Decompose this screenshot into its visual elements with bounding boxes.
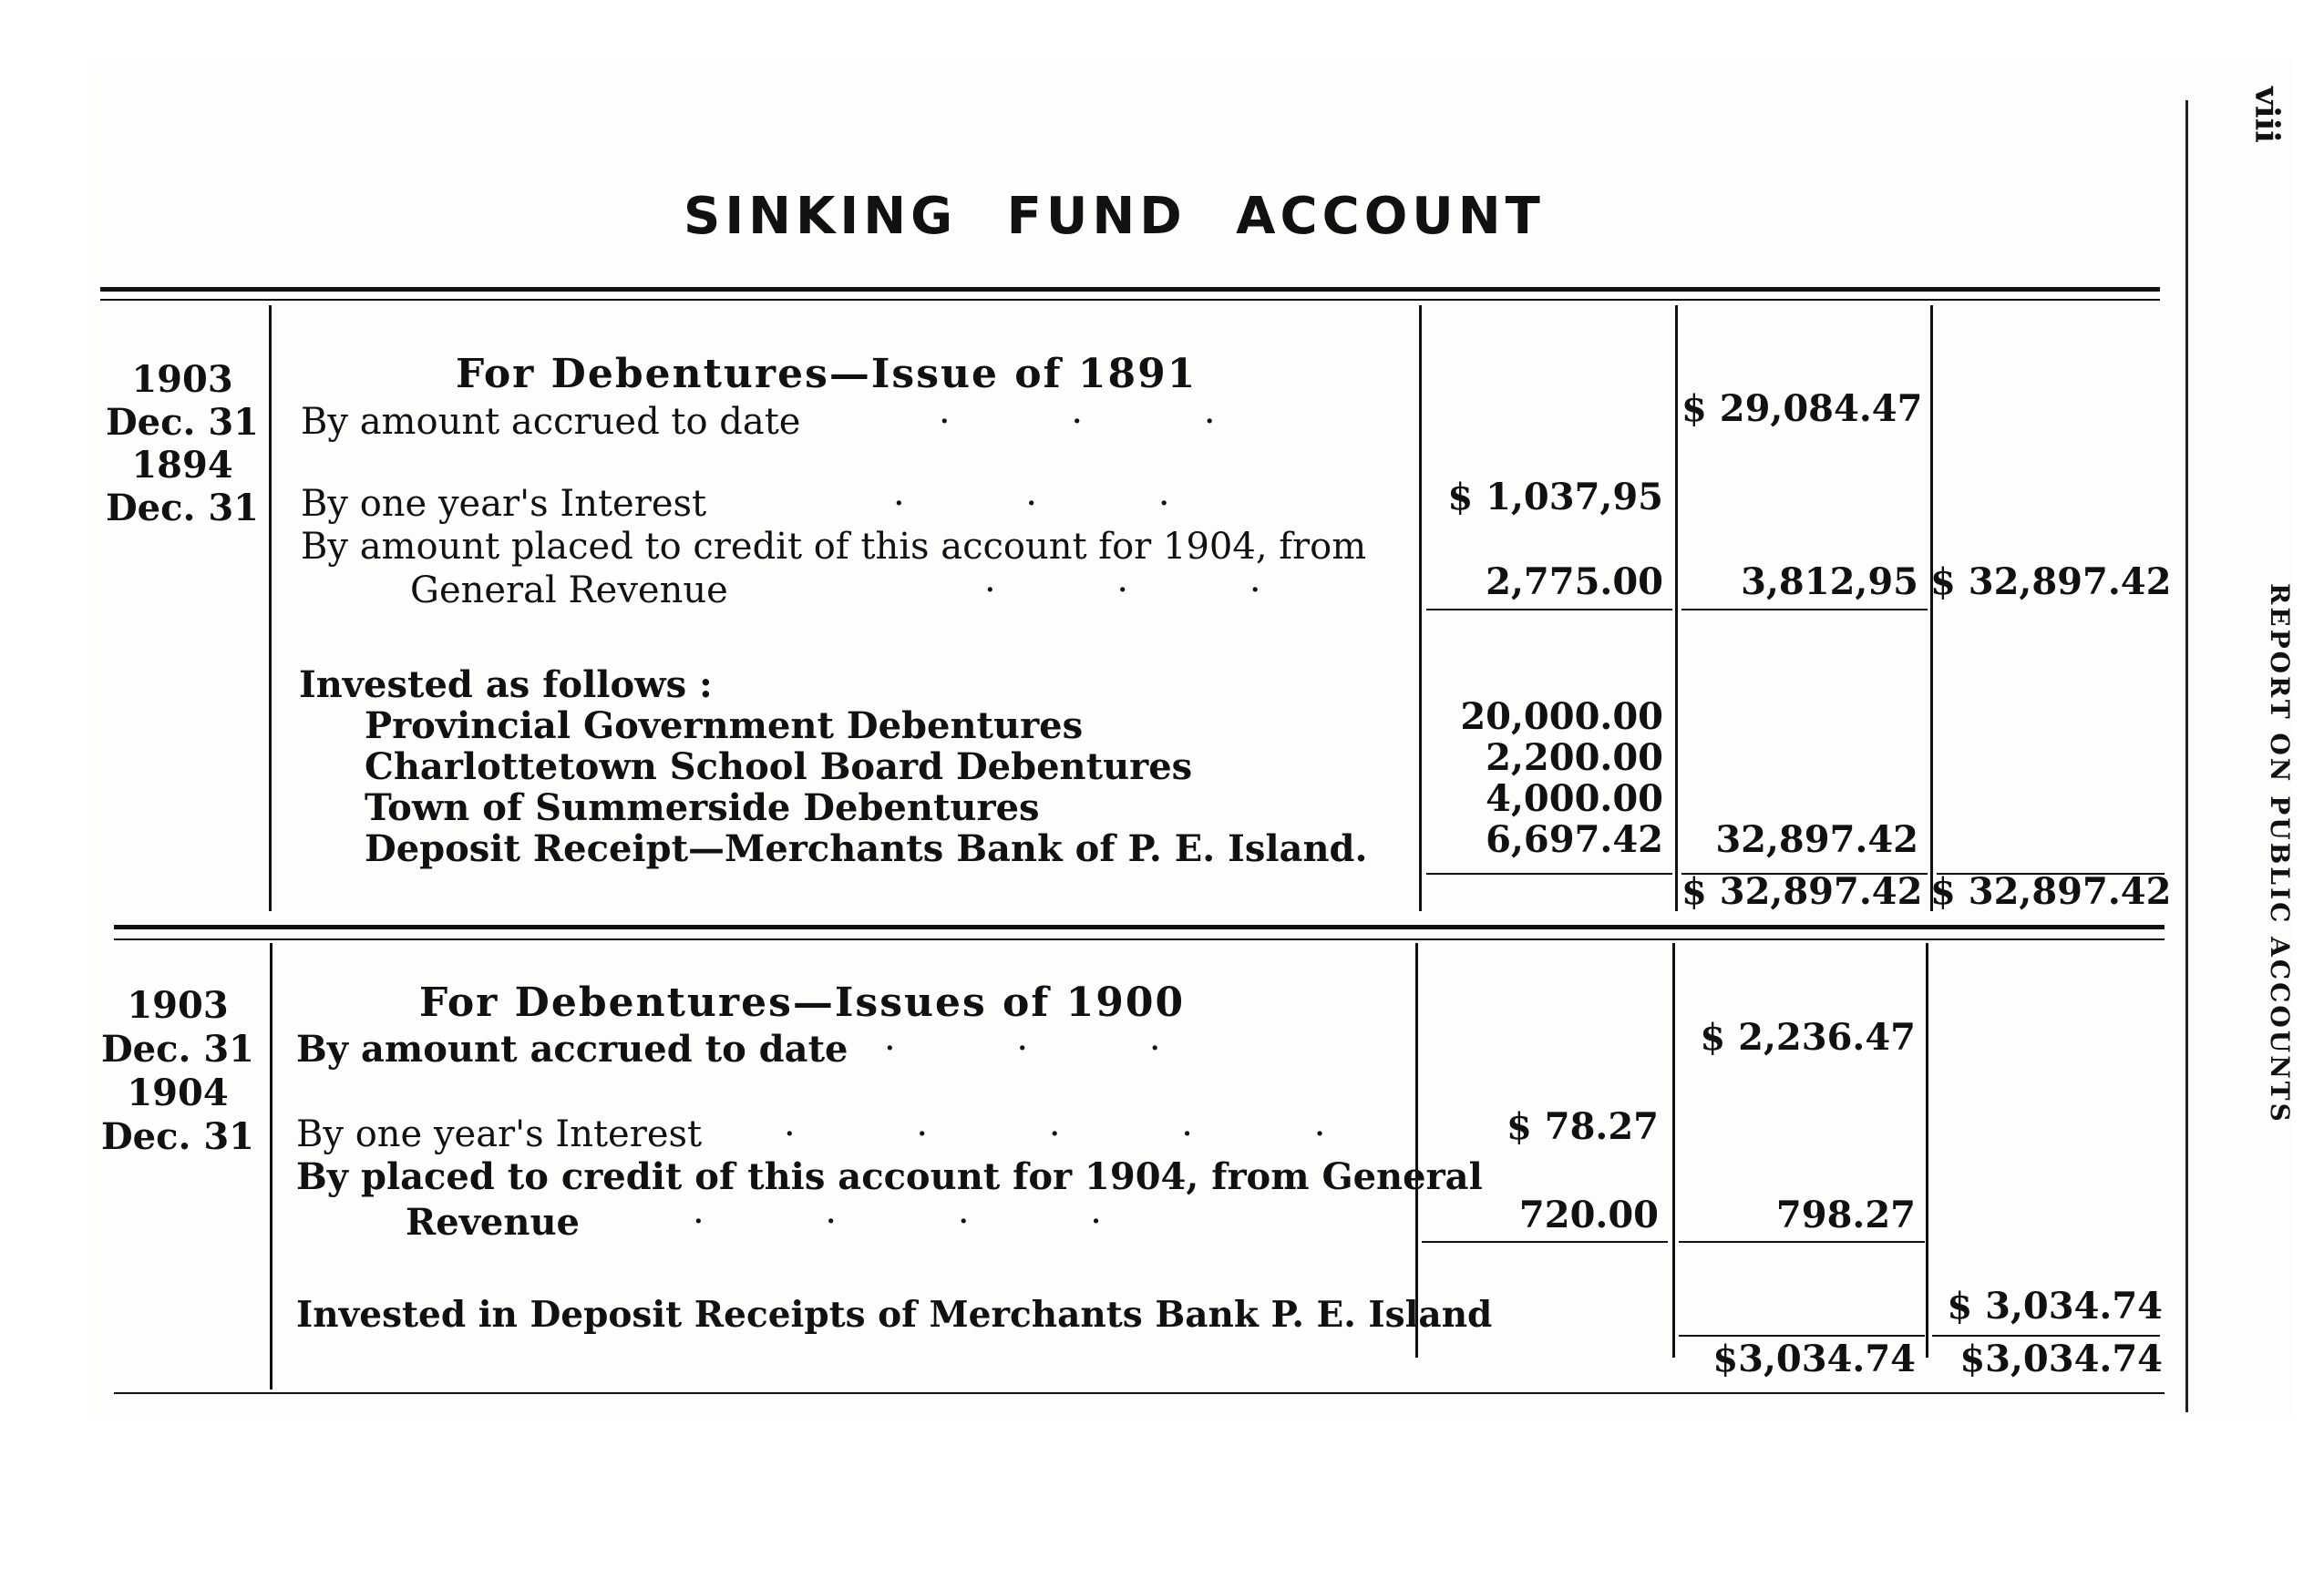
section1-total-col3: $ 32,897.42 (1930, 870, 2172, 913)
section2-date-day-1: Dec. 31 (100, 1028, 254, 1071)
section1-invest-rule-1 (1426, 873, 1672, 875)
investment-amount: 6,697.42 (1486, 818, 1663, 861)
section2-credit-label-1: By placed to credit of this account for 1904, from General (296, 1155, 1483, 1198)
page-number: viii (2247, 87, 2286, 143)
section2-top-rule (114, 925, 2165, 929)
section2-interest-label: By one year's Interest (296, 1113, 703, 1155)
section2-subtotal-rule-2 (1679, 1241, 1925, 1243)
margin-rule (2185, 100, 2188, 1412)
section1-top-rule-thin (100, 299, 2160, 301)
investment-total-col2: 32,897.42 (1715, 818, 1918, 861)
section1-subtotal-rule-2 (1681, 609, 1928, 610)
leader-dots: · · · · · (784, 1113, 1381, 1155)
section1-col3-divider (1930, 305, 1933, 911)
section1-credit-label-1: By amount placed to credit of this account for 1904, from (301, 526, 1367, 568)
section2-bottom-rule (114, 1392, 2165, 1394)
section1-heading: For Debentures—Issue of 1891 (456, 351, 1198, 397)
section1-accrued-label: By amount accrued to date (301, 401, 801, 443)
section1-invested-label: Invested as follows : (299, 663, 713, 706)
investment-amount: 2,200.00 (1486, 736, 1663, 779)
section2-invested-col3: $ 3,034.74 (1947, 1285, 2163, 1328)
section2-credit-col2: 798.27 (1775, 1194, 1916, 1236)
section2-interest-col1: $ 78.27 (1506, 1105, 1659, 1148)
section1-credit-col3: $ 32,897.42 (1930, 560, 2172, 603)
section1-credit-label-2: General Revenue (410, 569, 728, 611)
section2-total-col2: $3,034.74 (1712, 1338, 1916, 1380)
section1-col1-divider (1419, 305, 1422, 911)
section1-interest-col1: $ 1,037,95 (1447, 476, 1663, 518)
leader-dots: · · · (884, 1028, 1216, 1070)
section1-accrued-col2: $ 29,084.47 (1681, 387, 1923, 430)
section1-interest-label: By one year's Interest (301, 483, 707, 525)
section2-heading: For Debentures—Issues of 1900 (419, 979, 1186, 1026)
section2-total-col3: $3,034.74 (1959, 1338, 2163, 1380)
leader-dots: · · · · (693, 1201, 1157, 1243)
section2-top-rule-thin (114, 938, 2165, 940)
section2-date-year-2: 1904 (127, 1072, 229, 1114)
investment-label: Town of Summerside Debentures (365, 786, 1040, 829)
section2-accrued-col2: $ 2,236.47 (1700, 1016, 1916, 1059)
section2-date-divider (270, 943, 273, 1390)
section1-date-year-2: 1894 (131, 444, 233, 487)
section1-credit-col1: 2,775.00 (1486, 560, 1663, 603)
investment-amount: 4,000.00 (1486, 777, 1663, 820)
section2-date-year-1: 1903 (127, 984, 229, 1027)
leader-dots: · · · (893, 483, 1225, 525)
investment-label: Provincial Government Debentures (365, 704, 1084, 747)
section2-credit-col1: 720.00 (1518, 1194, 1659, 1236)
section1-subtotal-rule-1 (1426, 609, 1672, 610)
running-header: REPORT ON PUBLIC ACCOUNTS (2265, 583, 2295, 1124)
investment-label: Charlottetown School Board Debentures (365, 745, 1193, 788)
section2-invested-label: Invested in Deposit Receipts of Merchants Bank P. E. Island (296, 1294, 1493, 1336)
section2-invest-rule-1 (1679, 1335, 1925, 1337)
section2-date-day-2: Dec. 31 (100, 1115, 254, 1158)
section2-invest-rule-2 (1932, 1335, 2160, 1337)
section2-subtotal-rule-1 (1422, 1241, 1668, 1243)
section1-credit-col2: 3,812,95 (1741, 560, 1918, 603)
leader-dots: · · · (939, 401, 1270, 443)
section1-date-day-1: Dec. 31 (105, 401, 259, 444)
investment-label: Deposit Receipt—Merchants Bank of P. E. Island. (365, 827, 1368, 870)
section2-accrued-label: By amount accrued to date (296, 1028, 848, 1071)
section1-date-year-1: 1903 (131, 358, 233, 401)
section1-col2-divider (1675, 305, 1678, 911)
leader-dots: · · · (984, 569, 1316, 611)
page-title: SINKING FUND ACCOUNT (684, 187, 1545, 246)
section1-top-rule (100, 287, 2160, 292)
section1-date-day-2: Dec. 31 (105, 487, 259, 529)
section1-total-col2: $ 32,897.42 (1681, 870, 1923, 913)
section2-credit-label-2: Revenue (406, 1201, 580, 1244)
section2-col2-divider (1672, 943, 1675, 1358)
investment-amount: 20,000.00 (1460, 695, 1663, 738)
